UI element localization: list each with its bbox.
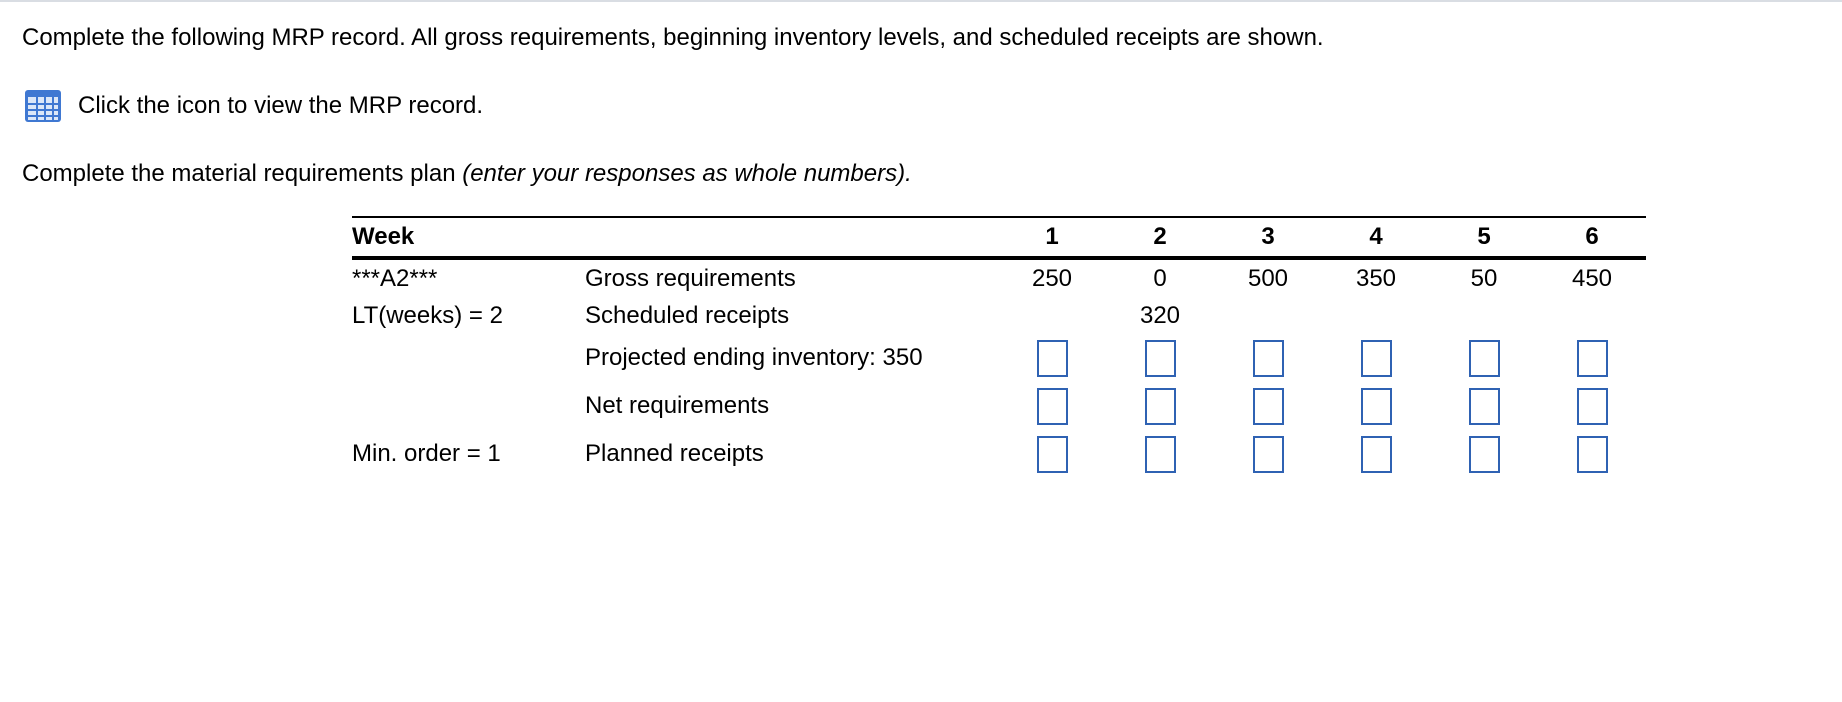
header-row <box>352 217 1646 258</box>
scheduled-receipts-row <box>352 297 1646 334</box>
gross-req-week-6: 450 <box>1571 264 1613 292</box>
plan-rec-cell-2 <box>1106 430 1214 478</box>
net-req-input-week-4[interactable] <box>1361 388 1392 425</box>
week-4-header: 4 <box>1369 223 1383 250</box>
grid-table-icon[interactable] <box>24 89 62 123</box>
gross-req-week-3: 500 <box>1247 264 1289 292</box>
plan-rec-cell-4 <box>1322 430 1430 478</box>
net-req-cell-1 <box>998 382 1106 430</box>
proj-inv-cell-4 <box>1322 334 1430 382</box>
proj-inv-input-week-4[interactable] <box>1361 340 1392 377</box>
plan-rec-cell-1 <box>998 430 1106 478</box>
empty-cell <box>352 334 585 382</box>
net-req-input-week-5[interactable] <box>1469 388 1500 425</box>
planned-receipts-label: Planned receipts <box>585 440 764 467</box>
projected-inventory-row <box>352 334 1646 382</box>
top-divider <box>0 0 1842 2</box>
sched-rec-week-2: 320 <box>1139 301 1181 329</box>
gross-req-week-1: 250 <box>1031 264 1073 292</box>
net-requirements-row <box>352 382 1646 430</box>
net-req-input-week-1[interactable] <box>1037 388 1068 425</box>
proj-inv-input-week-5[interactable] <box>1469 340 1500 377</box>
net-req-cell-2 <box>1106 382 1214 430</box>
plan-rec-input-week-1[interactable] <box>1037 436 1068 473</box>
net-req-input-week-2[interactable] <box>1145 388 1176 425</box>
net-req-input-week-3[interactable] <box>1253 388 1284 425</box>
proj-inv-input-week-3[interactable] <box>1253 340 1284 377</box>
proj-inv-input-week-6[interactable] <box>1577 340 1608 377</box>
plan-rec-input-week-3[interactable] <box>1253 436 1284 473</box>
sched-rec-week-3 <box>1214 297 1322 334</box>
gross-req-week-2: 0 <box>1153 264 1167 292</box>
complete-plan-text <box>22 160 912 188</box>
item-label: ***A2*** <box>352 264 438 292</box>
sched-rec-week-5 <box>1430 297 1538 334</box>
plan-rec-cell-3 <box>1214 430 1322 478</box>
complete-plan-main: Complete the material requirements plan <box>22 160 463 187</box>
net-req-cell-5 <box>1430 382 1538 430</box>
gross-requirements-label: Gross requirements <box>585 264 796 292</box>
gross-req-week-5: 50 <box>1470 264 1498 292</box>
proj-inv-cell-2 <box>1106 334 1214 382</box>
projected-inventory-label: Projected ending inventory: 350 <box>585 344 923 371</box>
plan-rec-cell-6 <box>1538 430 1646 478</box>
week-1-header: 1 <box>1045 223 1059 250</box>
scheduled-receipts-label: Scheduled receipts <box>585 301 790 329</box>
week-2-header: 2 <box>1153 223 1167 250</box>
sched-rec-week-6 <box>1538 297 1646 334</box>
proj-inv-input-week-2[interactable] <box>1145 340 1176 377</box>
net-requirements-label: Net requirements <box>585 392 770 419</box>
plan-rec-input-week-5[interactable] <box>1469 436 1500 473</box>
intro-text: Complete the following MRP record. All gross requirements, beginning inventory levels, and scheduled receipts are shown. <box>22 24 1324 51</box>
net-req-cell-4 <box>1322 382 1430 430</box>
gross-requirements-row <box>352 258 1646 297</box>
planned-receipts-row <box>352 430 1646 478</box>
proj-inv-input-week-1[interactable] <box>1037 340 1068 377</box>
sched-rec-week-4 <box>1322 297 1430 334</box>
week-5-header: 5 <box>1477 223 1491 250</box>
view-record-line <box>24 88 483 124</box>
complete-plan-hint: (enter your responses as whole numbers). <box>462 160 912 187</box>
proj-inv-cell-1 <box>998 334 1106 382</box>
plan-rec-input-week-6[interactable] <box>1577 436 1608 473</box>
week-6-header: 6 <box>1585 223 1599 250</box>
lead-time-label: LT(weeks) = 2 <box>352 301 503 329</box>
net-req-cell-3 <box>1214 382 1322 430</box>
proj-inv-cell-3 <box>1214 334 1322 382</box>
sched-rec-week-1 <box>998 297 1106 334</box>
plan-rec-input-week-2[interactable] <box>1145 436 1176 473</box>
gross-req-week-4: 350 <box>1355 264 1397 292</box>
view-record-text: Click the icon to view the MRP record. <box>78 92 484 119</box>
header-spacer <box>585 217 998 258</box>
week-3-header: 3 <box>1261 223 1275 250</box>
proj-inv-cell-6 <box>1538 334 1646 382</box>
plan-rec-cell-5 <box>1430 430 1538 478</box>
net-req-cell-6 <box>1538 382 1646 430</box>
min-order-label: Min. order = 1 <box>352 440 501 467</box>
plan-rec-input-week-4[interactable] <box>1361 436 1392 473</box>
empty-cell <box>352 382 585 430</box>
proj-inv-cell-5 <box>1430 334 1538 382</box>
net-req-input-week-6[interactable] <box>1577 388 1608 425</box>
week-header: Week <box>352 223 415 250</box>
mrp-table <box>352 216 1646 478</box>
